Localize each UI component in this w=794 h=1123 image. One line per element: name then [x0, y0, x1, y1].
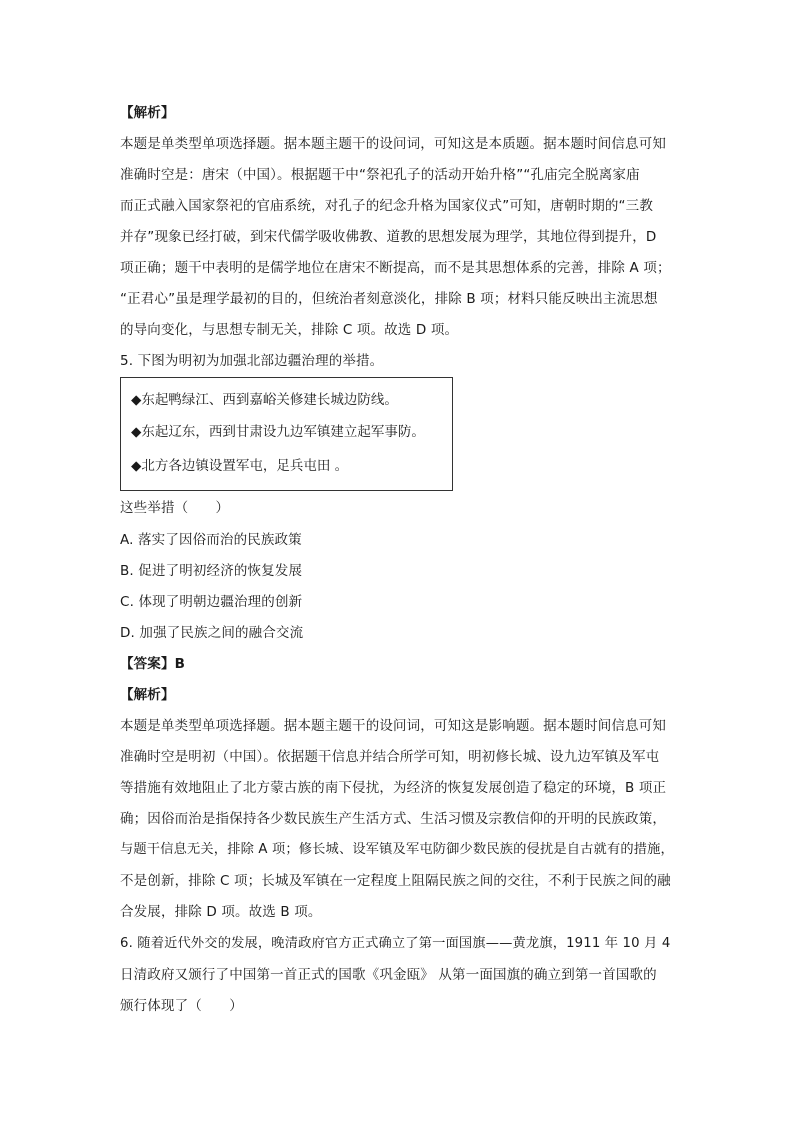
analysis-heading-1: 【解析】 — [120, 105, 175, 121]
option-d: D. 加强了民族之间的融合交流 — [120, 625, 304, 641]
measures-box — [120, 377, 453, 491]
analysis-2-line-4: 确；因俗而治是指保持各少数民族生产生活方式、生活习惯及宗教信仰的开明的民族政策， — [120, 811, 666, 827]
analysis-1-line-7: 的导向变化，与思想专制无关，排除 C 项。故选 D 项。 — [120, 322, 459, 338]
answer-label: 【答案】B — [120, 656, 186, 672]
option-a: A. 落实了因俗而治的民族政策 — [120, 532, 302, 548]
analysis-1-line-4: 并存”现象已经打破，到宋代儒学吸收佛教、道教的思想发展为理学，其地位得到提升，D — [120, 229, 657, 245]
analysis-1-line-1: 本题是单类型单项选择题。据本题主题干的设问词，可知这是本质题。据本题时间信息可知 — [120, 136, 666, 152]
analysis-heading-2: 【解析】 — [120, 687, 175, 703]
option-c: C. 体现了明朝边疆治理的创新 — [120, 594, 303, 610]
analysis-2-line-1: 本题是单类型单项选择题。据本题主题干的设问词，可知这是影响题。据本题时间信息可知 — [120, 718, 666, 734]
question-6-line-2: 日清政府又颁行了中国第一首正式的国歌《巩金瓯》 从第一面国旗的确立到第一首国歌的 — [120, 967, 657, 983]
question-6-line-1: 6. 随着近代外交的发展，晚清政府官方正式确立了第一面国旗——黄龙旗，1911 年 10 月 4 — [120, 936, 671, 951]
option-b: B. 促进了明初经济的恢复发展 — [120, 563, 303, 579]
analysis-2-line-5: 与题干信息无关，排除 A 项；修长城、设军镇及军屯防御少数民族的侵扰是自古就有的措施， — [120, 842, 674, 857]
analysis-2-line-2: 准确时空是明初（中国）。依据题干信息并结合所学可知，明初修长城、设九边军镇及军屯 — [120, 749, 660, 765]
analysis-1-line-6: “正君心”虽是理学最初的目的，但统治者刻意淡化，排除 B 项；材料只能反映出主流思想 — [120, 291, 658, 307]
measure-item-3: ◆北方各边镇设置军屯，足兵屯田 。 — [131, 458, 349, 474]
question-6-line-3: 颁行体现了（ ） — [120, 998, 243, 1014]
measure-item-1: ◆东起鸭绿江、西到嘉峪关修建长城边防线。 — [131, 392, 398, 408]
analysis-2-line-3: 等措施有效地阻止了北方蒙古族的南下侵扰，为经济的恢复发展创造了稳定的环境，B 项正 — [120, 780, 667, 796]
analysis-2-line-7: 合发展，排除 D 项。故选 B 项。 — [120, 904, 322, 920]
measure-item-2: ◆东起辽东，西到甘肃设九边军镇建立起军事防。 — [131, 424, 425, 440]
analysis-2-line-6: 不是创新，排除 C 项；长城及军镇在一定程度上阻隔民族之间的交往，不利于民族之间的融 — [120, 873, 671, 889]
analysis-1-line-2: 准确时空是：唐宋（中国）。根据题干中“祭祀孔子的活动开始升格”“孔庙完全脱离家庙 — [120, 167, 640, 183]
question-5-stem: 5. 下图为明初为加强北部边疆治理的举措。 — [120, 353, 384, 369]
analysis-1-line-5: 项正确；题干中表明的是儒学地位在唐宋不断提高，而不是其思想体系的完善，排除 A 项； — [120, 260, 671, 276]
analysis-1-line-3: 而正式融入国家祭祀的官庙系统，对孔子的纪念升格为国家仪式”可知，唐朝时期的“三教 — [120, 198, 653, 214]
question-5-prompt: 这些举措（ ） — [120, 500, 230, 516]
